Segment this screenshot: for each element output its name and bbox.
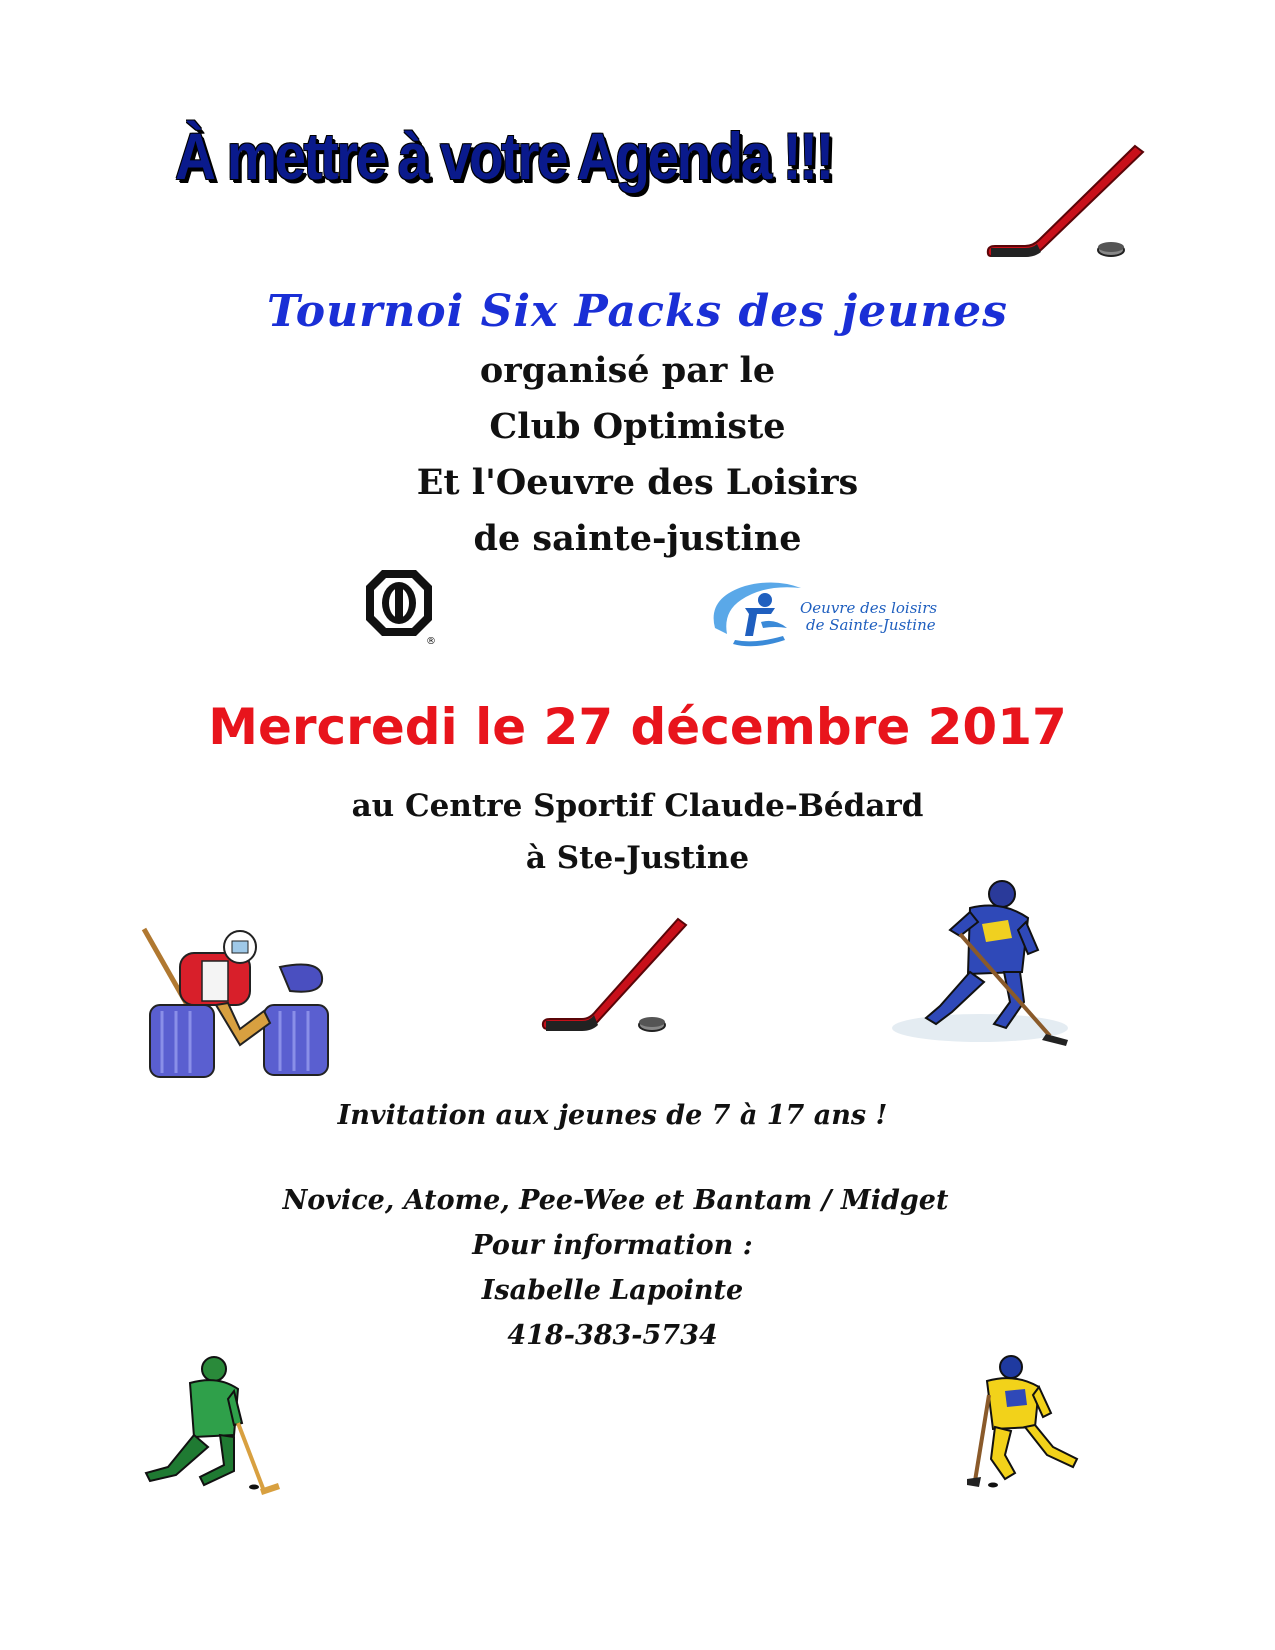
organizer-line-1: organisé par le [479,350,776,391]
oeuvre-loisirs-logo [705,578,805,648]
categories-text: Novice, Atome, Pee-Wee et Bantam / Midget [282,1185,949,1216]
contact-label: Pour information : [472,1230,753,1261]
hockey-player-green-illustration [138,1355,288,1505]
tournament-title: Tournoi Six Packs des jeunes [267,286,1008,337]
organizer-line-3: Et l'Oeuvre des Loisirs [416,462,859,503]
event-date: Mercredi le 27 décembre 2017 [208,698,1067,756]
venue-line-1: au Centre Sportif Claude-Bédard [351,788,924,824]
oeuvre-logo-text-1: Oeuvre des loisirs [800,599,938,617]
organizer-line-2: Club Optimiste [489,406,786,447]
contact-name: Isabelle Lapointe [481,1275,744,1306]
organizer-line-4: de sainte-justine [473,518,802,559]
hockey-player-yellow-illustration [965,1355,1090,1495]
svg-text:®: ® [426,636,436,646]
hockey-player-blue-illustration [890,878,1070,1048]
oeuvre-logo-text-2: de Sainte-Justine [806,616,936,634]
contact-phone: 418-383-5734 [507,1320,718,1351]
venue-line-2: à Ste-Justine [525,840,750,876]
hockey-stick-icon [985,140,1145,265]
optimist-club-logo [360,568,440,646]
headline: À mettre à votre Agenda !!! [175,119,832,193]
hockey-stick-icon-center [540,915,690,1045]
invitation-text: Invitation aux jeunes de 7 à 17 ans ! [337,1100,888,1131]
goalie-illustration [140,925,340,1085]
